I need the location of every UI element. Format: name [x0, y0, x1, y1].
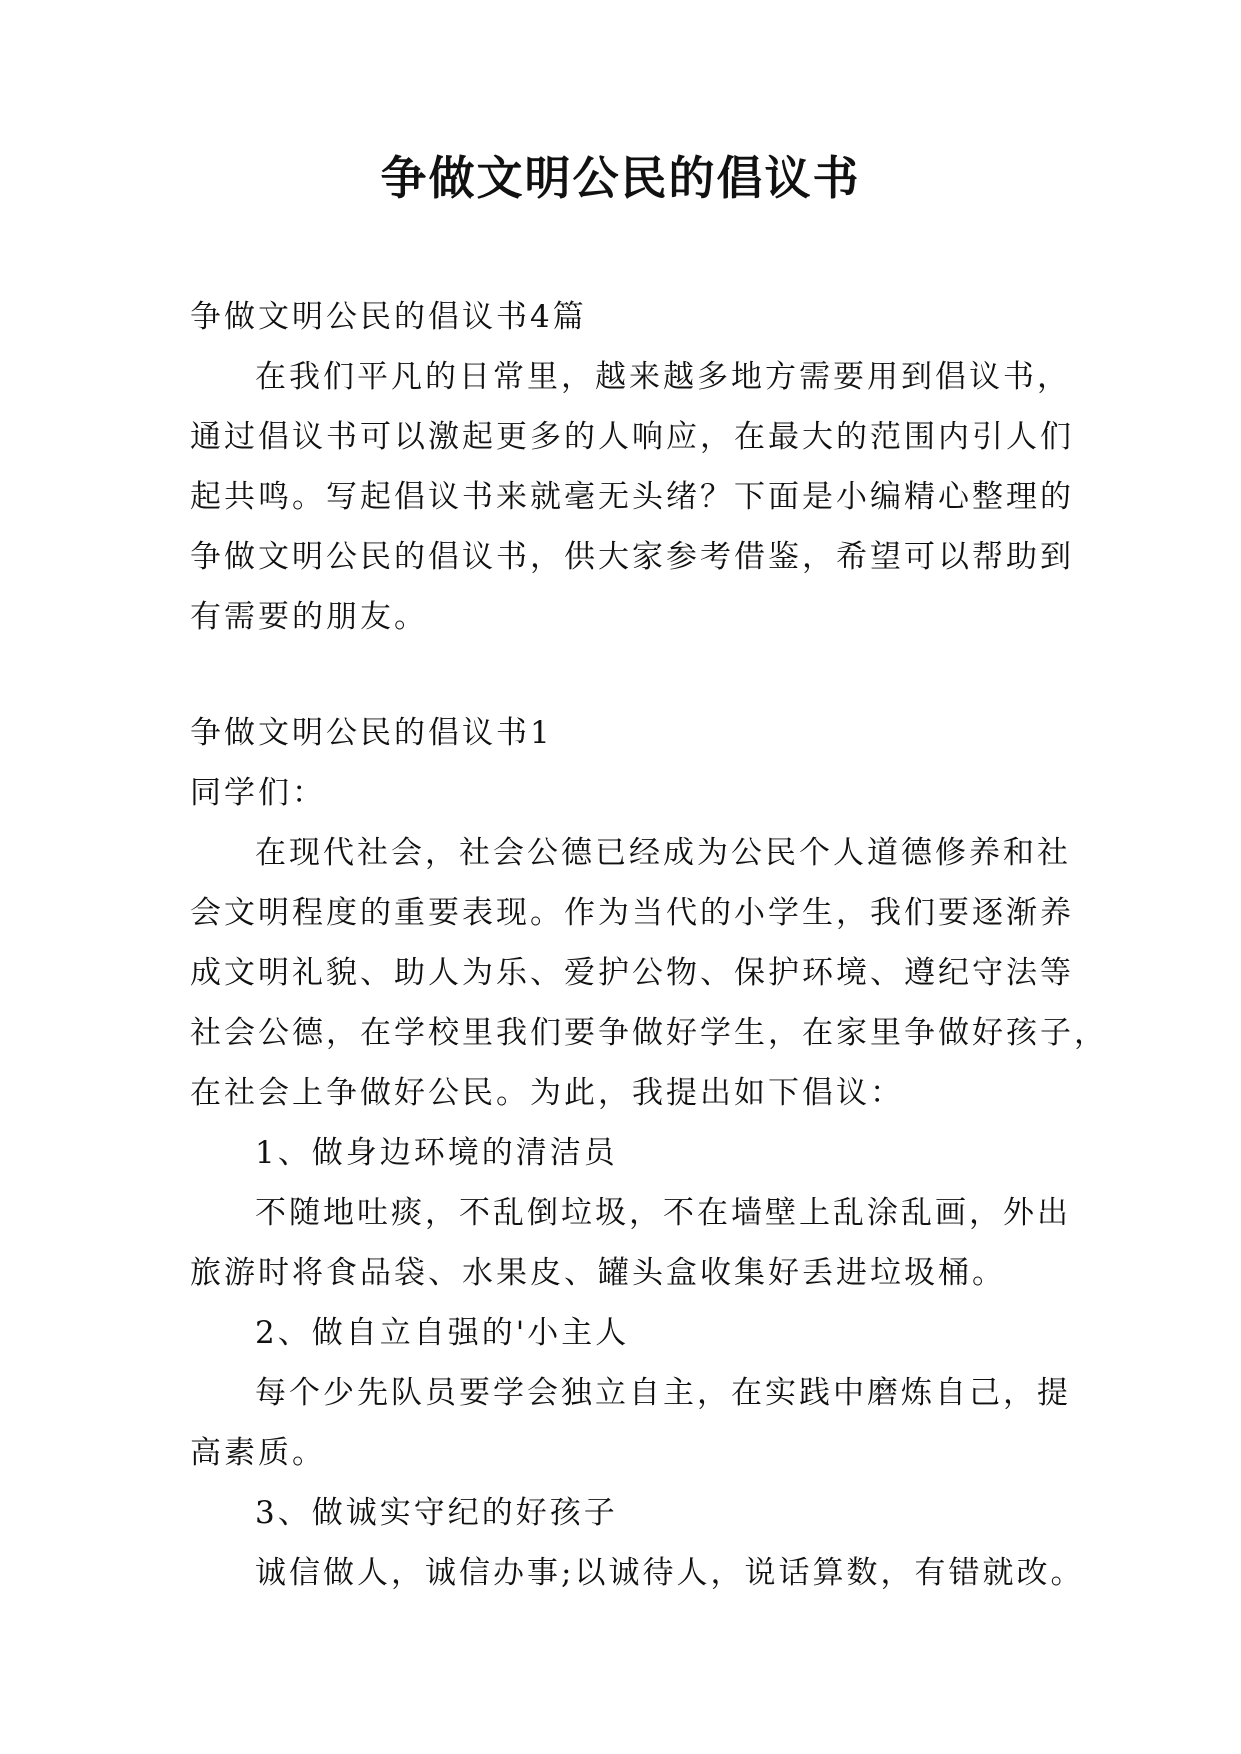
intro-line: 在我们平凡的日常里，越来越多地方需要用到倡议书， — [255, 359, 1071, 395]
intro-line: 有需要的朋友。 — [190, 599, 428, 635]
item-body-line: 旅游时将食品袋、水果皮、罐头盒收集好丢进垃圾桶。 — [190, 1255, 1006, 1291]
intro-line: 起共鸣。写起倡议书来就毫无头绪？下面是小编精心整理的 — [190, 479, 1074, 515]
intro-line: 通过倡议书可以激起更多的人响应，在最大的范围内引人们 — [190, 419, 1074, 455]
item-body-line: 不随地吐痰，不乱倒垃圾，不在墙壁上乱涂乱画，外出 — [255, 1195, 1071, 1231]
item-title: 3、做诚实守纪的好孩子 — [255, 1495, 618, 1531]
document-subtitle: 争做文明公民的倡议书4篇 — [190, 299, 587, 335]
item-title: 2、做自立自强的'小主人 — [255, 1315, 630, 1351]
paragraph-line: 成文明礼貌、助人为乐、爱护公物、保护环境、遵纪守法等 — [190, 955, 1074, 991]
item-title: 1、做身边环境的清洁员 — [255, 1135, 618, 1171]
item-body-line: 诚信做人，诚信办事;以诚待人，说话算数，有错就改。 — [255, 1555, 1085, 1591]
paragraph-line: 社会公德，在学校里我们要争做好学生，在家里争做好孩子， — [190, 1015, 1108, 1051]
paragraph-line: 在现代社会，社会公德已经成为公民个人道德修养和社 — [255, 835, 1071, 871]
intro-line: 争做文明公民的倡议书，供大家参考借鉴，希望可以帮助到 — [190, 539, 1074, 575]
paragraph-line: 会文明程度的重要表现。作为当代的小学生，我们要逐渐养 — [190, 895, 1074, 931]
greeting: 同学们： — [190, 775, 326, 811]
item-body-line: 高素质。 — [190, 1435, 326, 1471]
item-body-line: 每个少先队员要学会独立自主，在实践中磨炼自己，提 — [255, 1375, 1071, 1411]
paragraph-line: 在社会上争做好公民。为此，我提出如下倡议： — [190, 1075, 904, 1111]
document-title: 争做文明公民的倡议书 — [380, 151, 861, 205]
section-heading: 争做文明公民的倡议书1 — [190, 715, 553, 751]
